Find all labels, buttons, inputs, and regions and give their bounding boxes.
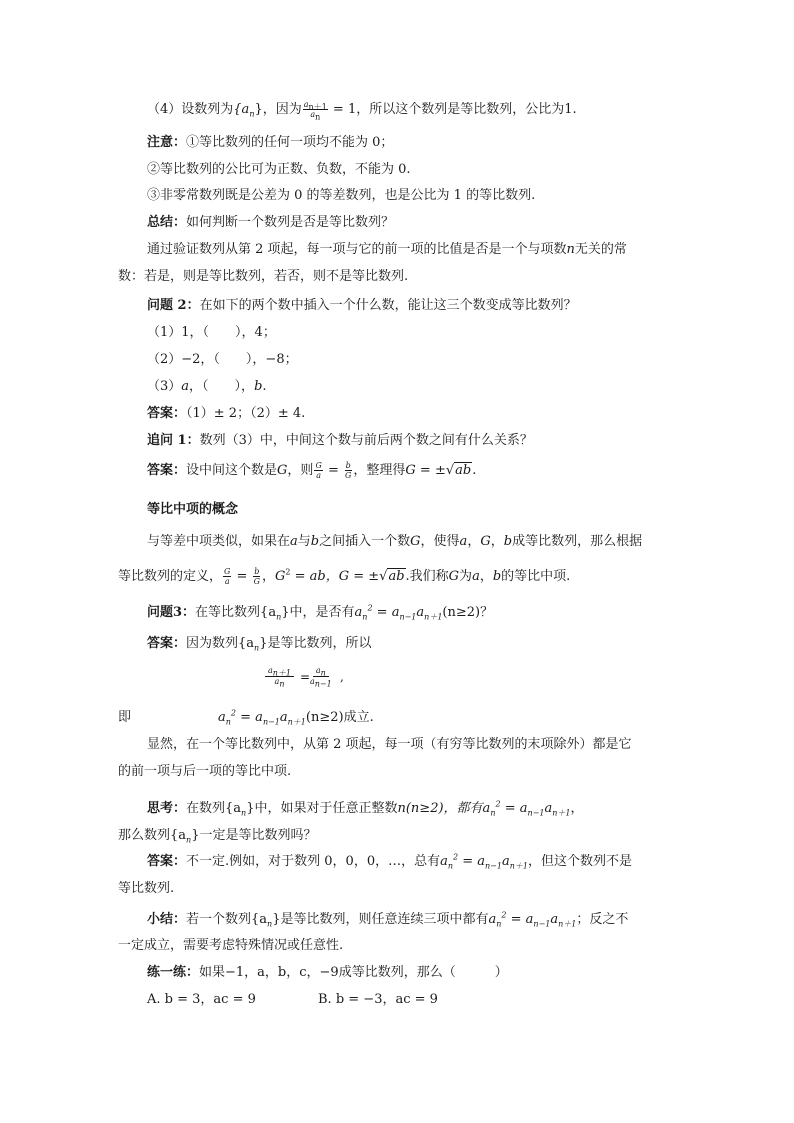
text: n(n≥2)，都有 [397, 801, 483, 816]
text: . [262, 379, 267, 394]
subscript: n [315, 112, 321, 122]
note-label: 注意： [147, 135, 187, 150]
answer-2: 答案：设中间这个数是G，则 $\frac{G}{a}$ = $\frac{b}{G}$ ，整理得G = ±√ab. [147, 461, 477, 480]
text: 之间插入一个数 [319, 534, 411, 549]
text: （1）± 2；（2）± 4. [186, 406, 306, 421]
text: 在等比数列{a [195, 605, 277, 620]
option-b [318, 990, 438, 1010]
text: ①等比数列的任何一项均不能为 0； [186, 135, 394, 150]
concept-line-2: 等比数列的定义， $\frac{G}{a}$ = $\frac{b}{G}$ ，$G^2$ = ab，G = ±√ab.我们称G为a，b的等比中项. [118, 567, 571, 586]
var: b [254, 379, 263, 394]
ratio-fraction [303, 100, 328, 122]
question-2-item-3 [147, 377, 267, 397]
text: 通过验证数列从第 2 项起，每一项与它的前一项的比值是否是一个与项数 [147, 242, 567, 257]
summary-label: 小结： [147, 912, 187, 927]
text: 成等比数列，那么根据 [512, 534, 643, 549]
question-2-item-1 [147, 323, 276, 343]
text: ②等比数列的公比可为正数、负数，不能为 0. [147, 162, 411, 177]
practice-label: 练一练： [147, 965, 200, 980]
small-summary-1: 小结：若一个数列$\{a_n\}$是等比数列，则任意连续三项中都有$a_n^2 = a_{n-1}a_{n+1}$；反之不 [147, 910, 629, 929]
think-line-1: 思考：在数列$\{a_n\}$中，如果对于任意正整数n(n≥2)，都有$a_n^2 = a_{n-1}a_{n+1}$， [147, 799, 584, 818]
denominator: a [310, 110, 316, 119]
text: 设中间这个数是 [186, 463, 278, 478]
text: }一定是等比数列吗？ [191, 828, 317, 843]
obvious-2 [118, 762, 291, 782]
follow-label: 追问 1： [147, 433, 200, 448]
sqrt-symbol: √ab [445, 463, 472, 478]
text: 不一定.例如，对于数列 0，0，0，…，总有 [186, 854, 441, 869]
follow-up-1 [147, 431, 533, 451]
answer-4: 答案：不一定.例如，对于数列 0，0，0，…，总有$a_n^2 = a_{n-1}a_{n+1}$，但这个数列不是 [147, 852, 633, 871]
question-3: 问题3：在等比数列$\{a_n\}$中，是否有$a_n^2 = a_{n-1}a_{n+1}(n\ge 2)$？ [147, 603, 494, 622]
text: 在如下的两个数中插入一个什么数，能让这三个数变成等比数列？ [199, 298, 577, 313]
text: ，因为 [262, 102, 302, 117]
text: ；反之不 [576, 912, 629, 927]
text: }是等比数列，则任意连续三项中都有 [272, 912, 489, 927]
b-over-g-fraction: $\frac{b}{G}$ [253, 567, 260, 586]
answer-label: 答案： [147, 854, 187, 869]
text: = 1 [328, 102, 357, 117]
text: 的前一项与后一项的等比中项. [118, 764, 292, 779]
text: 因为数列{a [186, 636, 255, 651]
text: ，所以这个数列是等比数列，公比为1. [356, 102, 577, 117]
text: 那么数列{a [118, 828, 187, 843]
text: 的等比中项. [501, 569, 571, 584]
answer-4-line-2 [118, 879, 174, 899]
subscript: n [249, 109, 255, 119]
radicand: ab [388, 569, 405, 584]
question-2-item-2 [147, 350, 298, 370]
text: 若一个数列{a [186, 912, 268, 927]
text: }中，是否有 [281, 605, 355, 620]
text: （2）−2，（ ），−8； [147, 352, 298, 367]
text: }中，如果对于任意正整数 [246, 801, 398, 816]
question-2 [147, 296, 577, 316]
question-label: 问题 2： [147, 298, 200, 313]
text: }是等比数列，所以 [259, 636, 372, 651]
radicand: ab [455, 463, 472, 478]
concept-line-1: 与等差中项类似，如果在a与b之间插入一个数G，使得a，G，b成等比数列，那么根据 [147, 534, 643, 549]
note-1 [147, 133, 393, 153]
text: ， [261, 569, 275, 584]
text: ，整理得 [353, 463, 406, 478]
summary-question [147, 213, 394, 233]
text: ，则 [287, 463, 314, 478]
formula: = ab，G = ± [290, 569, 380, 584]
conclusion-formula: $a_n^2 = a_{n-1}a_{n+1}(n\ge 2)$成立. [218, 708, 374, 727]
text: 等比数列的定义， [118, 569, 223, 584]
ratio-fraction-right: $\frac{a_n}{a_{n-1}}$ [310, 666, 332, 689]
text: （4）设数列为 [147, 102, 234, 117]
superscript: 2 [285, 567, 291, 577]
text: . [472, 463, 477, 478]
text: 数：若是，则是等比数列，若否，则不是等比数列. [118, 269, 409, 284]
small-summary-2 [118, 936, 343, 956]
g-over-a-fraction: $\frac{G}{a}$ [224, 567, 231, 586]
text: 数列（3）中，中间这个数与前后两个数之间有什么关系？ [199, 433, 533, 448]
answer-label: 答案： [147, 463, 187, 478]
obvious-1 [147, 735, 632, 755]
think-label: 思考： [147, 801, 187, 816]
text: 一定成立，需要考虑特殊情况或任意性. [118, 938, 344, 953]
conclusion-line [118, 708, 131, 728]
practice-question [147, 963, 508, 983]
text: ， [570, 801, 584, 816]
text: (n≥2)成立. [305, 710, 374, 725]
text: ， [490, 534, 504, 549]
var: G [277, 463, 288, 478]
text: B. b = −3，ac = 9 [318, 992, 438, 1007]
heading: 等比中项的概念 [147, 502, 239, 517]
text: （1）1，（ ），4； [147, 325, 276, 340]
text: 与 [297, 534, 311, 549]
answer-1 [147, 404, 305, 424]
g-over-a-fraction: $\frac{G}{a}$ [315, 461, 322, 480]
text: ，（ ）， [189, 379, 255, 394]
text: 无关的常 [574, 242, 627, 257]
text: （3） [147, 379, 182, 394]
var: G [274, 569, 286, 584]
text: ，但这个数列不是 [528, 854, 633, 869]
text: 在数列{a [186, 801, 242, 816]
formula: G = ± [405, 463, 446, 478]
text: (n≥2)？ [442, 605, 494, 620]
var: n [566, 242, 575, 257]
text: 与等差中项类似，如果在 [147, 534, 291, 549]
subscript: n＋1 [308, 102, 327, 112]
b-over-g-fraction: $\frac{b}{G}$ [345, 461, 352, 480]
text: ③非零常数列既是公差为 0 的等差数列，也是公比为 1 的等比数列. [147, 188, 536, 203]
sqrt-symbol: √ab [379, 569, 405, 584]
think-line-2: 那么数列$\{a_n\}$一定是等比数列吗？ [118, 828, 317, 845]
seq-symbol: {a [233, 102, 250, 117]
summary-label: 总结： [147, 215, 187, 230]
text: 如何判断一个数列是否是等比数列？ [186, 215, 395, 230]
text: 为 [459, 569, 473, 584]
text: ，使得 [420, 534, 460, 549]
text: 显然，在一个等比数列中，从第 2 项起，每一项（有穷等比数列的末项除外）都是它 [147, 737, 632, 752]
text: 如果−1，a，b，c，−9成等比数列，那么（ ） [199, 965, 508, 980]
text: 即 [118, 710, 132, 725]
question-label: 问题3： [147, 605, 196, 620]
comma: , [340, 670, 344, 684]
concept-heading [147, 500, 238, 520]
summary-answer-1 [147, 240, 627, 260]
ratio-fraction-left: $\frac{a_{n+1}}{a_n}$ [265, 666, 294, 687]
equals-sign: = [300, 670, 311, 684]
summary-answer-2 [118, 267, 408, 287]
text: .我们称 [405, 569, 449, 584]
text: ， [467, 534, 481, 549]
option-a [147, 990, 256, 1010]
text: A. b = 3，ac = 9 [147, 992, 256, 1007]
text: ， [479, 569, 493, 584]
answer-label: 答案： [147, 406, 187, 421]
example-4-line [147, 100, 577, 120]
note-3 [147, 186, 535, 206]
note-2 [147, 160, 411, 180]
var: a [181, 379, 190, 394]
numerator: a [303, 100, 309, 109]
answer-3: 答案：因为数列$\{a_n\}$是等比数列，所以 [147, 636, 372, 653]
text: } [254, 102, 263, 117]
text: 等比数列. [118, 881, 175, 896]
answer-label: 答案： [147, 636, 187, 651]
